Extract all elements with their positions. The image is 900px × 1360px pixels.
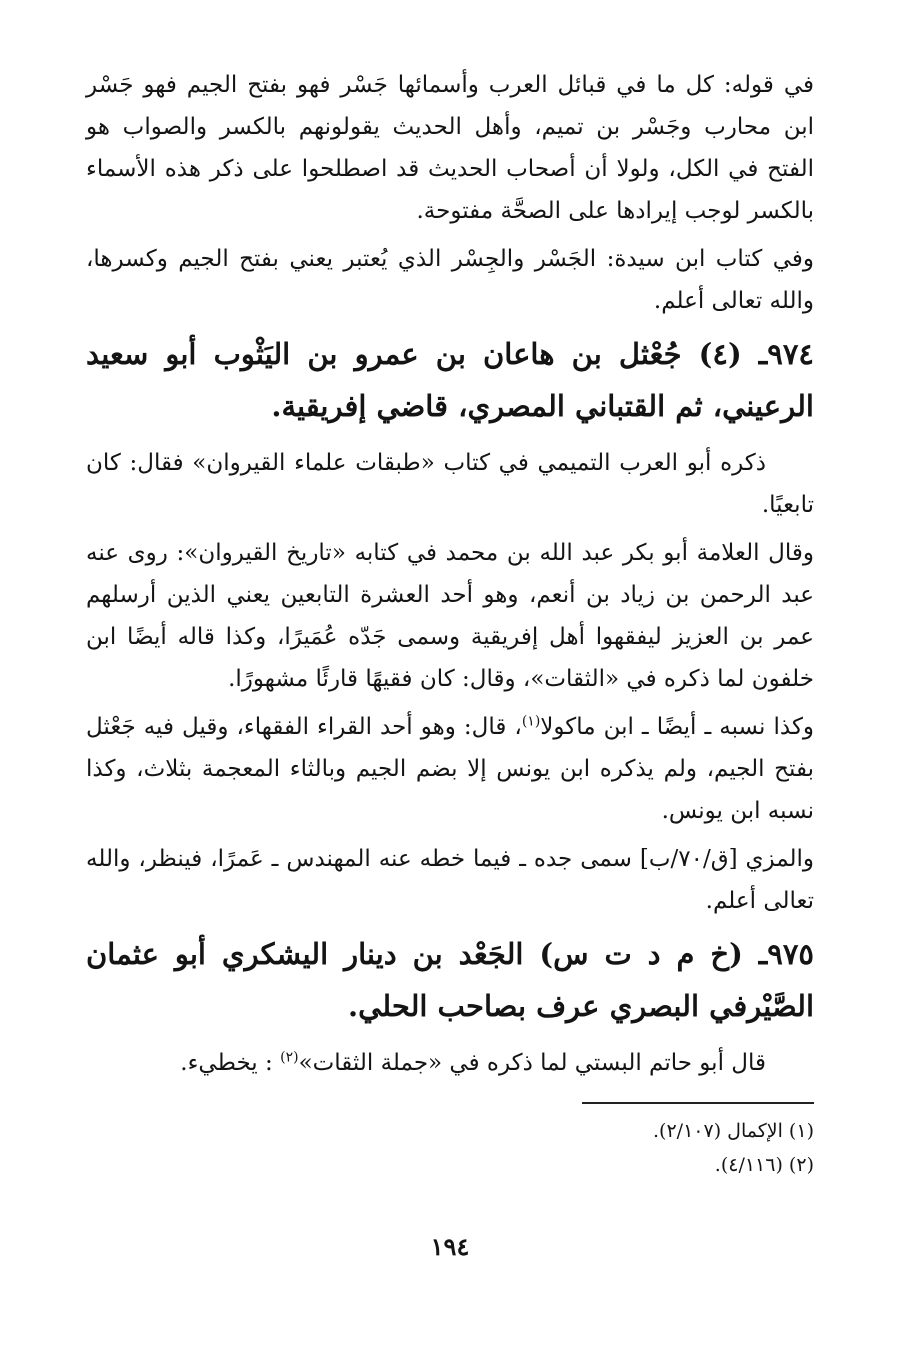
paragraph-ibn-makula xyxy=(86,706,814,832)
makula-text-end: ، قال: وهو أحد القراء الفقهاء، وقيل فيه جَعْثل بفتح الجيم، ولم يذكره ابن يونس إلا بضم الجيم وبالثاء المعجمة بثلاث، وكذا نسبه ابن يونس. xyxy=(86,714,814,824)
entry-974-heading: ٩٧٤ـ (٤) جُعْثل بن هاعان بن عمرو بن اليَثْوب أبو سعيد الرعيني، ثم القتباني المصري، قاضي إفريقية. xyxy=(86,337,814,423)
footnote-1: (١) الإكمال (٢/١٠٧). xyxy=(653,1120,814,1142)
footnote-ref-1: (١) xyxy=(521,713,541,730)
footnote-separator xyxy=(582,1102,814,1104)
abu-hatim-verdict: : يخطيء. xyxy=(180,1050,281,1076)
paragraph-abu-hatim xyxy=(86,1042,814,1084)
paragraph-ibn-sida: وفي كتاب ابن سيدة: الجَسْر والجِسْر الذي يُعتبر يعني بفتح الجيم وكسرها، والله تعالى أعلم. xyxy=(86,246,814,314)
paragraph-abu-bakr: وقال العلامة أبو بكر عبد الله بن محمد في كتابه «تاريخ القيروان»: روى عنه عبد الرحمن بن زياد بن أنعم، وهو أحد العشرة التابعين يعني الذين أرسلهم عمر بن العزيز ليفقهوا أهل إفريقية وسمى جَدّه عُمَيرًا، وكذا قاله أيضًا ابن خلفون لما ذكره في «الثقات»، وقال: كان فقيهًا قارئًا مشهورًا. xyxy=(86,540,814,692)
footnote-ref-2: (٢) xyxy=(280,1049,299,1066)
paragraph-jasr-intro: في قوله: كل ما في قبائل العرب وأسمائها جَسْر فهو بفتح الجيم فهو جَسْر ابن محارب وجَسْر بن تميم، وأهل الحديث يقولونهم بالكسر والصواب هو الفتح في الكل، ولولا أن أصحاب الحديث قد اصطلحوا على ذكر هذه الأسماء بالكسر لوجب إيرادها على الصحَّة مفتوحة. xyxy=(86,72,814,224)
entry-975-heading: ٩٧٥ـ (خ م د ت س) الجَعْد بن دينار اليشكري أبو عثمان الصَّيْرفي البصري عرف بصاحب الحلي. xyxy=(86,937,814,1023)
paragraph-mizzi: والمزي [ق/٧٠/ب] سمى جده ـ فيما خطه عنه المهندس ـ عَمرًا، فينظر، والله تعالى أعلم. xyxy=(86,846,814,914)
abu-hatim-text: قال أبو حاتم البستي لما ذكره في «جملة الثقات» xyxy=(298,1050,766,1076)
page-number: ١٩٤ xyxy=(430,1232,470,1261)
paragraph-abu-al-arab: ذكره أبو العرب التميمي في كتاب «طبقات علماء القيروان» فقال: كان تابعيًا. xyxy=(86,450,814,518)
makula-text-start: وكذا نسبه ـ أيضًا ـ ابن ماكولا xyxy=(540,714,815,740)
footnote-2: (٢) (٤/١١٦). xyxy=(714,1154,814,1176)
main-text xyxy=(86,64,814,1182)
